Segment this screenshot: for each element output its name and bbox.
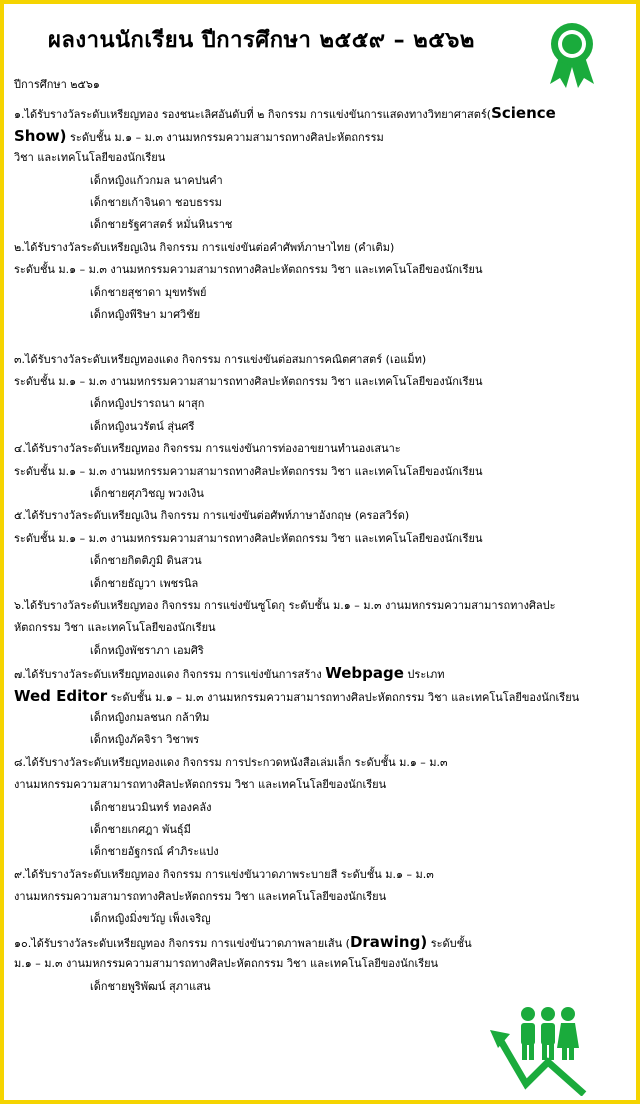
award-text-line (14, 595, 622, 617)
award-text-line (14, 147, 622, 169)
award-text-line (14, 774, 622, 796)
award-text-line (14, 461, 622, 483)
line-text: หัตถกรรม วิชา และเทคโนโลยีของนักเรียน (14, 621, 216, 635)
line-text: เด็กชายอัฐกรณ์ คำภิระแปง (90, 845, 219, 859)
english-term: Science (491, 104, 556, 123)
line-text: เด็กชายเก้าจินดา ชอบธรรม (90, 195, 222, 209)
line-text: ระดับชั้น ม.๑ – ม.๓ งานมหกรรมความสามารถทางศิลปะหัตถกรรม วิชา และเทคโนโลยีของนักเรียน (14, 464, 483, 478)
award-text-line (14, 349, 622, 371)
student-name (14, 483, 622, 505)
line-text: วิชา และเทคโนโลยีของนักเรียน (14, 151, 166, 165)
award-text-line (14, 259, 622, 281)
line-text: ระดับชั้น ม.๑ – ม.๓ งานมหกรรมความสามารถทางศิลปะหัตถกรรม วิชา และเทคโนโลยีของนักเรียน (107, 690, 580, 704)
english-term: Webpage (325, 664, 404, 683)
line-text: เด็กชายนวมินทร์ ทองคลัง (90, 800, 212, 814)
line-text: เด็กหญิงภัคจิรา วิชาพร (90, 733, 200, 747)
award-text-line (14, 102, 622, 124)
line-text: เด็กหญิงปรารถนา ผาสุก (90, 397, 205, 411)
student-name (14, 841, 622, 863)
award-text-line (14, 953, 622, 975)
line-text: เด็กหญิงมิ่งขวัญ เพ็งเจริญ (90, 912, 211, 926)
line-text: เด็กชายกิตติภูมิ ดินสวน (90, 554, 202, 568)
award-text-line (14, 931, 622, 953)
line-text: ๔.ได้รับรางวัลระดับเหรียญทอง กิจกรรม การแข่งขันการท่องอาขยานทำนองเสนาะ (14, 442, 401, 456)
line-text: เด็กหญิงกมลชนก กล้าทิม (90, 710, 210, 724)
student-name (14, 707, 622, 729)
student-name (14, 976, 622, 998)
line-text: ๒.ได้รับรางวัลระดับเหรียญเงิน กิจกรรม การแข่งขันต่อคำศัพท์ภาษาไทย (คำเติม) (14, 240, 395, 254)
line-text: เด็กชายศุภวิชญ พวงเงิน (90, 487, 204, 501)
line-text: ม.๑ – ม.๓ งานมหกรรมความสามารถทางศิลปะหัตถกรรม วิชา และเทคโนโลยีของนักเรียน (14, 957, 439, 971)
line-text: เด็กชายเกศฎา พันธุ์มี (90, 822, 191, 836)
student-name (14, 304, 622, 326)
student-name (14, 640, 622, 662)
line-text: เด็กชายพูริพัฒน์ สุภาแสน (90, 979, 211, 993)
line-text: เด็กชายธัญวา เพชรนิล (90, 576, 199, 590)
student-name (14, 573, 622, 595)
line-text: เด็กหญิงพัชราภา เอมศิริ (90, 643, 204, 657)
line-text: เด็กชายสุชาดา มุขทรัพย์ (90, 285, 207, 299)
award-text-line (14, 886, 622, 908)
student-name (14, 393, 622, 415)
award-text-line (14, 864, 622, 886)
line-text: ๙.ได้รับรางวัลระดับเหรียญทอง กิจกรรม การแข่งขันวาดภาพระบายสี ระดับชั้น ม.๑ – ม.๓ (14, 867, 434, 881)
student-name (14, 797, 622, 819)
line-text: เด็กหญิงนวรัตน์ สุ่นศรี (90, 419, 195, 433)
page-title: ผลงานนักเรียน ปีการศึกษา ๒๕๕๙ – ๒๕๖๒ (48, 28, 475, 53)
student-name (14, 192, 622, 214)
student-name (14, 282, 622, 304)
line-text: ๑.ได้รับรางวัลระดับเหรียญทอง รองชนะเลิศอันดับที่ ๒ กิจกรรม การแข่งขันการแสดงทางวิทยาศาสตร์( (14, 108, 492, 122)
line-text: ๖.ได้รับรางวัลระดับเหรียญทอง กิจกรรม การแข่งขันซูโดกุ ระดับชั้น ม.๑ – ม.๓ งานมหกรรมความสามารถทางศิลปะ (14, 598, 556, 612)
student-name (14, 550, 622, 572)
academic-year-heading: ปีการศึกษา ๒๕๖๑ (14, 78, 100, 91)
line-text: ระดับชั้น (427, 936, 472, 950)
award-text-line (14, 528, 622, 550)
line-text: ระดับชั้น ม.๑ – ม.๓ งานมหกรรมความสามารถทางศิลปะหัตถกรรม วิชา และเทคโนโลยีของนักเรียน (14, 263, 483, 277)
award-text-line (14, 371, 622, 393)
student-name (14, 729, 622, 751)
line-text: ๗.ได้รับรางวัลระดับเหรียญทองแดง กิจกรรม การแข่งขันการสร้าง (14, 668, 326, 682)
english-term: Drawing) (349, 932, 428, 951)
student-name (14, 214, 622, 236)
award-text-line (14, 237, 622, 259)
line-text: ระดับชั้น ม.๑ – ม.๓ งานมหกรรมความสามารถทางศิลปะหัตถกรรม วิชา และเทคโนโลยีของนักเรียน (14, 531, 483, 545)
english-term: Show) (14, 126, 67, 145)
line-text: ระดับชั้น ม.๑ – ม.๓ งานมหกรรมความสามารถทางศิลปะหัตถกรรม (66, 130, 384, 144)
spacer (14, 326, 622, 348)
award-lines (14, 102, 622, 998)
award-text-line (14, 752, 622, 774)
student-name (14, 170, 622, 192)
award-text-line (14, 662, 622, 684)
award-text-line (14, 685, 622, 707)
line-text: งานมหกรรมความสามารถทางศิลปะหัตถกรรม วิชา และเทคโนโลยีของนักเรียน (14, 778, 387, 792)
team-growth-icon (488, 1004, 598, 1096)
english-term: Wed Editor (14, 686, 108, 705)
award-list (14, 74, 622, 998)
line-text: ๘.ได้รับรางวัลระดับเหรียญทองแดง กิจกรรม การประกวดหนังสือเล่มเล็ก ระดับชั้น ม.๑ – ม.๓ (14, 755, 448, 769)
line-text: ๕.ได้รับรางวัลระดับเหรียญเงิน กิจกรรม การแข่งขันต่อศัพท์ภาษาอังกฤษ (ครอสวิร์ด) (14, 509, 410, 523)
award-text-line (14, 125, 622, 147)
line-text: เด็กหญิงแก้วกมล นาคปนคำ (90, 173, 223, 187)
line-text: ประเภท (403, 668, 445, 682)
student-name (14, 416, 622, 438)
student-name (14, 819, 622, 841)
student-name (14, 908, 622, 930)
award-text-line (14, 617, 622, 639)
line-text: ๑๐.ได้รับรางวัลระดับเหรียญทอง กิจกรรม การแข่งขันวาดภาพลายเส้น ( (14, 936, 350, 950)
line-text: เด็กชายรัฐศาสตร์ หมั่นหินราช (90, 218, 233, 232)
line-text: ๓.ได้รับรางวัลระดับเหรียญทองแดง กิจกรรม การแข่งขันต่อสมการคณิตศาสตร์ (เอแม็ท) (14, 352, 427, 366)
award-text-line (14, 505, 622, 527)
line-text: ระดับชั้น ม.๑ – ม.๓ งานมหกรรมความสามารถทางศิลปะหัตถกรรม วิชา และเทคโนโลยีของนักเรียน (14, 375, 483, 389)
line-text: งานมหกรรมความสามารถทางศิลปะหัตถกรรม วิชา และเทคโนโลยีของนักเรียน (14, 890, 387, 904)
award-text-line (14, 438, 622, 460)
line-text: เด็กหญิงพีริษา มาศวิชัย (90, 307, 201, 321)
